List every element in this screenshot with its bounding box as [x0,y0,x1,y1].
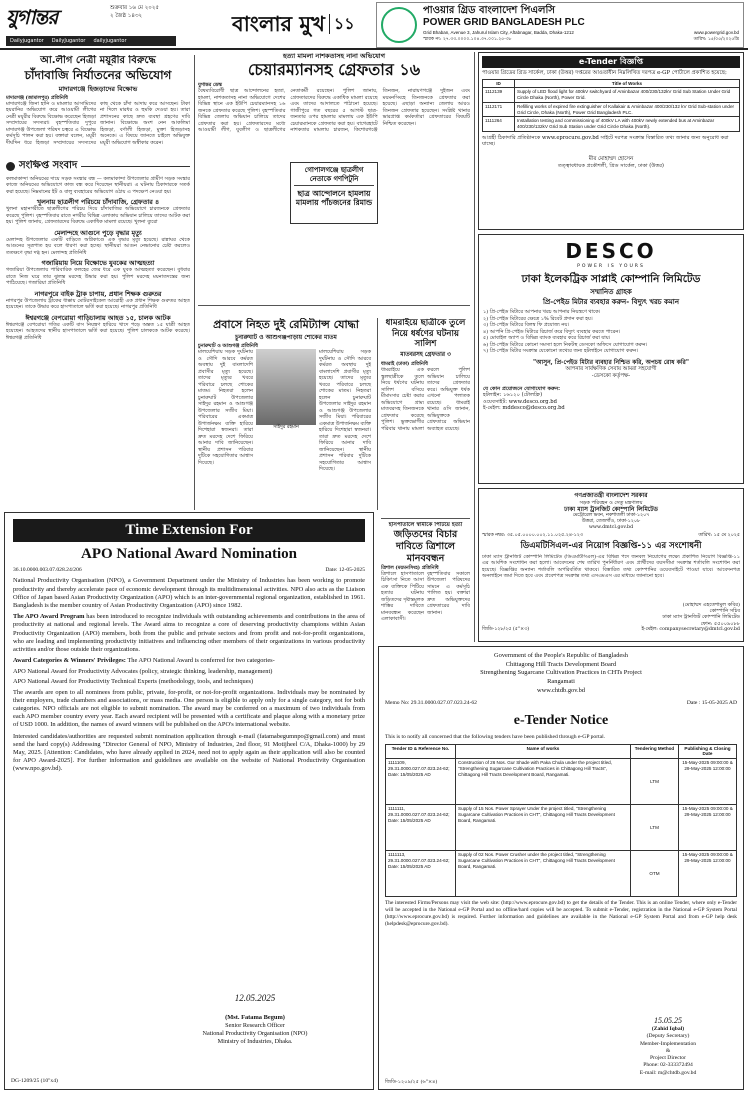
trishal-body: ত্রিশালে হাসপাতালে চিকিৎসা নিতে আসা এক ব্যক্তিকে পিটিয়ে হত্যার ঘটনায় জড়িতদের দৃষ্টান্তমূলক শাস্তির দাবিতে মানববন্ধন করেছেন এলাকাবাসী। বৃহস্পতিবার সকালে উপজেলা পরিষদের সামনে এ কর্মসূচি পালিত হয়। বক্তারা দ্রুত অভিযুক্তদের গ্রেফতারের দাবি জানান। [381,570,470,623]
dhamrai-sub: মাতবরসহ গ্রেফতার ৩ [400,351,451,358]
cht-signer-email[interactable]: E-mail: m@chtdb.gov.bd [639,1069,697,1076]
apo-para-2: The APO Award Program has been introduced to recognize individuals with outstanding achievements and contributions in the area of productivity at national and regional levels. The Award aims to recognize a core of deserving productivity champions within Asian Productivity Organization (APO) members, both from the public and private sectors and from profit and not-for-profit organizations, who are leading and implementing productivity initiatives and influencing other members of their organizations in various productivity activities and/or those outside their organizations. [13,613,365,653]
inset-kicker: গোপালগঞ্জে ছাত্রলীগ নেতাকে গণপিটুনি [294,166,374,186]
inset-headline: ছাত্র আন্দোলনে হামলায় মামলায় পাঁচজনের রিমান্ড [295,189,373,208]
desco-call: প্রি-পেইড মিটার ব্যবহার করুন- বিদ্যুৎ খরচ কমান [542,296,680,306]
list-item: ৬) প্রি-পেইড মিটারে কোনো সমস্যা হলে নিকটস্থ ডেসকো অফিসে যোগাযোগ করুন। [483,341,648,348]
brief-item-head: মেলান্দহে আগুনে পুড়ে বৃদ্ধার মৃত্যু [54,228,142,237]
apo-signer: (Mst. Fatama Begum) [225,1014,285,1022]
left-story-headline: চাঁদাবাজি নির্যাতনের অভিযোগ [24,67,172,82]
desco-contact-head: যে কোন প্রয়োজনে যোগাযোগ করুন: [483,385,561,392]
cht-place: Rangamati [547,677,575,685]
desco-hotline[interactable]: হটলাইন: ১৬১২০ (টোলফ্রি) [483,392,543,399]
table-row: 1111111, 29.31.0000.027.07.023.24-62; Date: 15/05/2025 AD Supply of 15 Nos. Power Sprayer Under the project titled, "Strengthening Sugarcane Cultivation Practices in CHT", Chittagong Hill Tracts Development Board, Rangamati. LTM 15-May-2025 09:00:00 & 29-May-2025 12:00:00 [386,805,737,851]
cht-tender-table: Tender ID & Reference No. Name of works Tendering Method Publishing & Closing Date 1111109, 29.31.0000.027.07.023.24-62; Date: 15/05/2025 AD Construction of 26 Nos. Gur Shade with Paka Chula under the project titled, "Strengthening Sugarcane Cultivation Practices in Chittagong Hill Tracts", Chittagong Hill Tracts Development Board, Rangamati. LTM 15-May-2025 09:00:00 & 29-May-2025 12:00:00 1111111, 29.31.0000.027.07.023.24-62; Date: 15/05/2025 AD Supply of 15 Nos. Power Sprayer Under the project titled, "Strengthening Sugarcane Cultivation Practices in CHT", Chittagong Hill Tracts Development Board, Rangamati. LTM 15-May-2025 09:00:00 & 29-May-2025 12:00:00 1111113, 29.31.0000.027.07.023.24-62; Date: 15/05/2025 AD Supply of 02 Nos. Power Crusher under the project titled, "Strengthening Sugarcane Cultivation Practices in CHT", Chittagong Hill Tracts Development Board, Rangamati. OTM 15-May-2025 09:00:00 & 29-May-2025 12:00:00 [385,744,737,897]
cht-date: Date : 15-05-2025 AD [686,700,737,707]
desco-logo: DESCO [565,239,657,263]
apo-ad [4,512,374,1090]
desco-email[interactable]: ই-মেইল: mddesco@desco.org.bd [483,405,565,412]
cht-dfp: জিডি-১২০৯/২৫ (৬"×৪) [385,1078,438,1085]
main-story-byline: যুগান্তর ডেস্ক [198,82,222,89]
desco-points [483,309,739,355]
cht-board: Chittagong Hill Tracts Development Board [505,660,617,668]
dmtcl-phone: ফোন: ৫৫০০৯০৮৮ [700,620,740,627]
main-story-kicker: হত্যা মামলা নাশকতাসহ নানা অভিযোগ [283,52,385,60]
cht-footer: The interested Firms/Persons may visit the web site: (http://www.eprocure.gov.bd) to get the details of the Tender. This is an online Tender, where only e-Tender will be accepted in the National e-GP Portal and no offline/hard copies will be accepted. To submit e-Tender, registration in the National e-GP System Portal (http://www.eprocure.gov.bd) is required. Further information and guidelines are available in the National e-GP System Portal and from e-GP help desk (helpdesk@eprocure.gov.bd). [385,900,737,928]
pgcb-etender-ad [478,52,744,230]
main-story-body: বৈষম্যবিরোধী ছাত্র আন্দোলনের হত্যা, হামলা, নাশকতাসহ নানা অভিযোগে দেশের বিভিন্ন স্থানে এক ইউপি চেয়ারম্যানসহ ১৬ জনকে গ্রেফতার করেছে পুলিশ। বৃহস্পতিবার বিভিন্ন জেলায় অভিযান চালিয়ে তাদের গ্রেফতার করা হয়। গ্রেফতারদের মধ্যে আওয়ামী লীগ, যুবলীগ ও ছাত্রলীগের নেতাকর্মী রয়েছেন। পুলিশ জানায়, গ্রেফতারদের বিরুদ্ধে একাধিক মামলা রয়েছে এবং তাদের আদালতে পাঠানো হয়েছে। গাজীপুরে গত বছরের ৫ আগস্ট ছাত্র-জনতার ওপর হামলার মামলায় এক ইউপি চেয়ারম্যানকে গ্রেফতার করা হয়। বাগেরহাটে নাশকতার মামলায় চারজন, কিশোরগঞ্জে তিনজন, নারায়ণগঞ্জে দুইজন এবং ময়মনসিংহে তিনজনকে গ্রেফতার করা হয়েছে। এছাড়া অন্যান্য জেলায় আরও তিনজন গ্রেফতার হয়েছেন। সংশ্লিষ্ট থানার ভারপ্রাপ্ত কর্মকর্তারা গ্রেফতারের বিষয়টি নিশ্চিত করেছেন। [198,88,470,134]
dmtcl-memo: স্মারক নম্বর: ৩৫.০৫.০০০০.০০২.১১.০২৫.২৪-১২৩ [482,533,583,539]
cht-intro: This is to notify all concerned that the following tenders have been published through e-GP portal. [385,733,606,740]
cht-title: e-Tender Notice [513,713,609,729]
apo-category-1: APO National Award for Productivity Advocates (policy, strategic thinking, leadership, management) [13,668,273,676]
cht-web[interactable]: www.chtdb.gov.bd [537,686,585,694]
dmtcl-signer-title: কোম্পানি সচিব [709,608,740,615]
list-item: ৫) মোবাইল অ্যাপ ও বিভিন্ন ব্যাংক ব্যবহার করে রিচার্জ করা যায়। [483,335,611,342]
table-row: 1112139 Supply of LED flood light for 400kV switchyard of Aminbazar 400/230/132kV Grid Sub Station Under Grid Circle Dhaka (North), Power Grid. [483,88,740,102]
pgcb-etender-intro: পাওয়ার গ্রিডের গ্রিড সার্কেল, ঢাকা (উত্তর) দপ্তরের আওতাধীন নিম্নলিখিত দরপত্র e-GP পোর্টালে প্রকাশিত হয়েছে: [482,70,727,76]
main-story-headline: চেয়ারম্যানসহ গ্রেফতার ১৬ [247,60,421,80]
apo-para-5: Interested candidates/authorities are requested submit nomination application through e-mail (fatamabegumnpo@gmail.com) and must send the hard copy(s) Addressing "Director General of NPO, Ministry of Industries, 2nd floor, 91 Motijheel C/A, Dhaka-1000) by 29 May, 2025. [Attention: Candidates, who have already applied in 2024, need not to apply again as their application will also be counted for APO Award-2025]. For further information and guidelines are available on the website of National Productivity Organisation (www.npo.gov.bd). [13,732,365,773]
remittance-sub: চুনারুঘাট ও আশুগঞ্জপাড়ায় শোকের মাতম [235,333,337,341]
facebook-handle[interactable]: Dailyjugantor [10,38,44,44]
cht-signer-phone: Phone: 02-333372494 [643,1062,693,1069]
cht-signer-t2: Member-Implementation [639,1040,697,1047]
cht-memo: Memo No: 29.31.0000.027.07.023.24-62 [385,700,477,707]
brief-item: গজারিয়া উপজেলায় পারিবারিক কলহের জের ধরে এক যুবক আত্মহত্যা করেছেন। বুধবার রাতে নিজ ঘরে তার ঝুলন্ত মরদেহ উদ্ধার করা হয়। পুলিশ মরদেহ ময়নাতদন্তের জন্য পাঠিয়েছে। গজারিয়া প্রতিনিধি [6,267,190,286]
cht-signature: 15.05.25 [654,1015,682,1025]
apo-date: Date: 12-05-2025 [325,566,365,573]
desco-website[interactable]: ওয়েবসাইট: www.desco.org.bd [483,398,557,405]
desco-sign: আপনার সার্বক্ষণিক সেবায় আমরা সহযোগী [565,366,657,373]
brief-item: নাগরপুর উপজেলায় ট্রাকের ধাক্কায় মোটরসাইকেল আরোহী এক প্রধান শিক্ষক গুরুতর আহত হয়েছেন। তাকে উদ্ধার করে হাসপাতালে ভর্তি করা হয়েছে। নাগরপুর প্রতিনিধি [6,297,190,310]
main-story [198,52,470,302]
social-bar [6,36,176,46]
dmtcl-web[interactable]: www.dmtcl.gov.bd [588,525,634,531]
apo-signer-org: National Productivity Organisation (NPO) [202,1030,308,1037]
brief-item-head: ঈশ্বরগঞ্জে বেপরোয়া গাড়িচালায় আহত ১৫, চালক আটক [25,313,171,322]
table-row: 1111109, 29.31.0000.027.07.023.24-62; Date: 15/05/2025 AD Construction of 26 Nos. Gur Shade with Paka Chula under the project titled, "Strengthening Sugarcane Cultivation Practices in Chittagong Hill Tracts", Chittagong Hill Tracts Development Board, Rangamati. LTM 15-May-2025 09:00:00 & 29-May-2025 12:00:00 [386,759,737,805]
list-item: ৭) প্রি-পেইড মিটার সংক্রান্ত যেকোনো তথ্যের জন্য হটলাইনে যোগাযোগ করুন। [483,348,639,355]
trishal-headline: জড়িতদের বিচার দাবিতে ত্রিশালে মানববন্ধন [393,528,458,564]
desco-slogan: "আসুন, প্রি-পেইড মিটার ব্যবহার নিশ্চিত করি, অপচয় রোধ করি" [533,358,689,366]
photo-caption: সাইদুর রহমান [273,425,299,431]
cht-gov: Government of the People's Republic of Bangladesh [494,652,628,659]
brief-item: কলমাকান্দা অনিয়মের দায়ে সড়ক সংস্কার বন্ধ — কলমাকান্দা উপজেলার গ্রামীণ সড়ক সংস্কার কাজে অনিয়মের অভিযোগে কাজ বন্ধ করে দিয়েছেন স্থানীয়রা। এ ঘটনায় ঠিকাদারকে সতর্ক করা হয়েছে। নিম্নমানের ইট ও বালু ব্যবহারের অভিযোগ ওঠায় এ পদক্ষেপ নেওয়া হয়। [6,175,190,195]
brief-item: ঈশ্বরগঞ্জে বেপরোয়া গতির একটি বাস নিয়ন্ত্রণ হারিয়ে খাদে পড়ে অন্তত ১৫ যাত্রী আহত হয়েছেন। আহতদের স্থানীয় হাসপাতালে ভর্তি করা হয়েছে। পুলিশ চালককে আটক করেছে। ঈশ্বরগঞ্জ প্রতিনিধি [6,321,190,341]
dhamrai-body: ধামরাইয়ে এক স্কুলছাত্রীকে তুলে নিয়ে ধর্ষণের ঘটনায় সালিশ বসিয়ে মীমাংসার চেষ্টা করার অভিযোগে গ্রাম্য মাতবরসহ তিনজনকে গ্রেফতার করেছে পুলিশ। ভুক্তভোগীর পরিবার থানায় মামলা করলে পুলিশ অভিযান চালিয়ে তাদের গ্রেফতার করে। অভিযুক্ত ধর্ষক এখনো পলাতক রয়েছে। ধামরাই থানার ওসি জানান, অভিযুক্তকে গ্রেফতারে অভিযান অব্যাহত রয়েছে। [381,367,470,432]
left-story-kicker: আ.লীগ নেত্রী ময়ূরীর বিরুদ্ধে [40,55,156,66]
twitter-handle[interactable]: DailyJugantor [51,38,86,44]
remittance-byline: চুনারুঘাট ও আশুগঞ্জ প্রতিনিধি [198,343,258,350]
desco-to: সম্মানিত গ্রাহক [590,286,632,296]
masthead [0,0,748,50]
apo-signer-min: Ministry of Industries, Dhaka. [217,1037,293,1045]
dmtcl-addr2: উত্তরা, তেজগাঁও, ঢাকা-১২০৮ [581,519,641,525]
apo-para-4: The awards are open to all nominees from public, private, for-profit, or not-for-profit organizations. Individuals may be nominated by their employers, trade chambers and associations, or mass media. One person is eligible to apply only for a single category, not for both categories. NPO officials are not eligible to submit nomination. The award may be conferred on a maximum of two individuals from each APO member country every year. Each award recipient will be presented with a certificate and plaque along with a monetary prize of USD 1000. In addition, the names of award winners will be published on the APO's international website. [13,688,365,729]
cht-etender-ad [378,646,744,1090]
table-row: 1111113, 29.31.0000.027.07.023.24-62; Date: 15/05/2025 AD Supply of 02 Nos. Power Crusher under the project titled, "Strengthening Sugarcane Cultivation Practices in CHT", Chittagong Hill Tracts Development Board, Rangamati. OTM 15-May-2025 09:00:00 & 29-May-2025 12:00:00 [386,851,737,897]
dmtcl-signer: (মোহাম্মদ এহতেশামুল কবির) [682,601,740,608]
desco-name: ঢাকা ইলেকট্রিক সাপ্লাই কোম্পানি লিমিটেড [521,272,701,285]
brief-item: মেলান্দহ উপজেলার একটি বাড়িতে অগ্নিকাণ্ডে এক বৃদ্ধার মৃত্যু হয়েছে। রান্নাঘর থেকে আগুনের সূত্রপাত হয় বলে ধারণা করা হচ্ছে। স্থানীয়রা আগুন নেভানোর চেষ্টা করলেও ততক্ষণে বৃদ্ধা দগ্ধ হন। মেলান্দহ প্রতিনিধি [6,236,190,256]
left-story-sub: মাদারগঞ্জে হিজড়াদের বিক্ষোভ [58,84,138,93]
apo-title: APO National Award Nomination [81,545,297,562]
masthead-date: শুক্রবার ১৬ মে ২০২৫ ২ জৈষ্ঠ ১৪৩২ [110,5,159,19]
cht-signer-t1: (Deputy Secretary) [646,1033,690,1040]
trishal-story [381,522,470,632]
desco-tagline: POWER IS YOURS [577,264,645,269]
dmtcl-dfp: জিডি-১২৮/২৫ (৫"×৩) [482,626,530,632]
bullet-icon [6,162,15,171]
pgcb-memo: স্মারক নং: ২৭.৩৩.০০০০.১০৪.৩৭.০০১.২৫-৩৮ [423,37,512,42]
brief-item-head: নাগরপুরে বাইক ট্রাক চাপায়, প্রধান শিক্ষক গুরুতর [34,289,162,298]
dhamrai-byline: ধামরাই (ঢাকা) প্রতিনিধি [381,361,428,368]
desco-ad [478,234,744,484]
apo-ref: 36.10.0000.003.07.028.24/206 [13,566,82,573]
desco-sign-org: -ডেসকো কর্তৃপক্ষ- [591,373,631,380]
dmtcl-org: ঢাকা ম্যাস ট্রানজিট কোম্পানি লিমিটেড [564,505,658,513]
apo-category-2: APO National Award for Productivity Technical Experts (methodology, tools, and techniques) [13,677,254,685]
brief-news [6,160,190,508]
brief-item: খুলনা মহানগরীতে ছাত্রলীগের পরিচয় দিয়ে চাঁদাবাজির অভিযোগে চারজনকে গ্রেফতার করেছে পুলিশ। বৃহস্পতিবার রাতে নগরীর বিভিন্ন এলাকায় অভিযান চালিয়ে তাদের আটক করা হয়। পুলিশ জানায়, গ্রেফতারদের বিরুদ্ধে একাধিক মামলা রয়েছে। খুলনা ব্যুরো [6,206,190,225]
cht-project: Strengthening Sugarcane Cultivation Practices in CHTs Project [480,669,642,677]
main-story-inset [290,162,378,224]
dhamrai-headline: ধামরাইয়ে ছাত্রীকে তুলে নিয়ে ধর্ষণের ঘটনায় সালিশ [385,318,466,350]
remittance-body-cont: মালয়েশিয়ায় সড়ক দুর্ঘটনায় ও সৌদি আরবে কর্মরত অবস্থায় দুই বাংলাদেশি প্রবাসীর মৃত্যু হয়েছে। তাদের মৃত্যুর খবরে পরিবারে চলছে শোকের মাতম। নিহতরা হলেন চুনারুঘাট উপজেলার সাইদুর রহমান ও আশুগঞ্জ উপজেলার সজীব মিয়া। পরিবারের একমাত্র উপার্জনক্ষম ব্যক্তি হারিয়ে দিশেহারা স্বজনরা। তারা দ্রুত মরদেহ দেশে ফিরিয়ে আনার দাবি জানিয়েছেন। স্থানীয় প্রশাসন পরিবার দুটিকে সহযোগিতার আশ্বাস দিয়েছে। [319,349,371,473]
apo-signature: 12.05.2025 [234,993,276,1003]
brief-item-head: খুলনায় ছাত্রলীগ পরিচয়ে চাঁদাবাজি, গ্রেফতার ৪ [36,198,160,206]
dmtcl-headline: ডিএমটিসিএল-এর নিয়োগ বিজ্ঞপ্তি-১১ এর সংশোধনী [520,541,702,552]
dmtcl-signer-org: ঢাকা ম্যাস ট্রানজিট কোম্পানি লিমিটেড [662,614,740,621]
pgcb-address: Grid Bhaban, Avenue 3, Jahurul Islam City, Aftabnagar, Badda, Dhaka-1212 [423,30,574,35]
remittance-story [198,318,374,510]
dmtcl-email[interactable]: ই-মেইল: companysecretary@dmtcl.gov.bd [641,626,740,632]
brief-title-bar [6,160,190,173]
dmtcl-body: ঢাকা ম্যাস ট্রানজিট কোম্পানি লিমিটেড (ডিএমটিসিএল)-এর বিভিন্ন পদে জনবল নিয়োগের লক্ষ্যে প্রকাশিত নিয়োগ বিজ্ঞপ্তি-১১ এর আংশিক সংশোধন করা হলো। আবেদনের শেষ তারিখ পুনর্নির্ধারণ এবং প্রার্থীদের বয়সসীমা সংক্রান্ত শর্তাবলি সংশোধন করা হয়েছে। বিজ্ঞপ্তির অন্যান্য শর্তাবলি অপরিবর্তিত থাকবে। বিস্তারিত তথ্য কোম্পানির ওয়েবসাইটে পাওয়া যাবে। আবেদনপত্র অনলাইনে জমা দিতে হবে এবং প্রবেশপত্র সংক্রান্ত তথ্য এসএমএস এর মাধ্যমে জানানো হবে। [482,553,740,580]
pgcb-web[interactable]: www.powergrid.gov.bd [694,30,739,35]
left-story-byline: মাদারগঞ্জ (জামালপুর) প্রতিনিধি [6,94,68,101]
list-item: ২) প্রি-পেইড মিটারের ক্ষেত্রে ১% রিবেট প্রদান করা হয়। [483,315,593,322]
pgcb-name-bn: পাওয়ার গ্রিড বাংলাদেশ পিএলসি [423,5,555,16]
remittance-body: মালয়েশিয়ায় সড়ক দুর্ঘটনায় ও সৌদি আরবে কর্মরত অবস্থায় দুই বাংলাদেশি প্রবাসীর মৃত্যু হয়েছে। তাদের মৃত্যুর খবরে পরিবারে চলছে শোকের মাতম। নিহতরা হলেন চুনারুঘাট উপজেলার সাইদুর রহমান ও আশুগঞ্জ উপজেলার সজীব মিয়া। পরিবারের একমাত্র উপার্জনক্ষম ব্যক্তি হারিয়ে দিশেহারা স্বজনরা। তারা দ্রুত মরদেহ দেশে ফিরিয়ে আনার দাবি জানিয়েছেন। স্থানীয় প্রশাসন পরিবার দুটিকে সহযোগিতার আশ্বাস দিয়েছে। [198,349,253,466]
trishal-byline: ত্রিশাল (ময়মনসিংহ) প্রতিনিধি [381,564,439,571]
page-number: ১১ [329,14,355,34]
apo-title-top: Time Extension For [13,519,365,542]
pgcb-signer: মীর মোহাম্মদ হোসেন [588,155,634,162]
brief-item-head: গজারিয়ায় নিয়ে বিক্ষোভে যুবকের আত্মহত্যা [41,259,155,267]
left-story-body: মাদারগঞ্জে জিনা হানি ও মামলার আসামিদের হয়রানির অভিযোগ করে আওয়ামী লীগের নেত্রী ময়ূরীর বিরুদ্ধে বিক্ষোভ করেছেন হিজড়া সম্প্রদায়ের সদস্যরা। বৃহস্পতিবার দুপুরে মাদারগঞ্জ উপজেলা পরিষদ চত্বরে এ বিক্ষোভ কর্মসূচি পালন করা হয়। বক্তারা বলেন, ময়ূরী দীর্ঘদিন ধরে হিজড়া সম্প্রদায়ের সদস্যদের কাছ থেকে চাঁদা আদায় করে আসছেন। টাকা না দিলে মারধর ও হুমকি দেওয়া হয়। তারা প্রশাসনের কাছে দ্রুত ব্যবস্থা গ্রহণের দাবি জানান। বিক্ষোভে অংশ নেন আকলিমা হিজড়া, বর্ণালী হিজড়া, মুক্তা হিজড়াসহ অনেকে। এ বিষয়ে জানতে চাইলে অভিযুক্ত ময়ূরী অভিযোগ অস্বীকার করেন। [6,100,190,146]
pgcb-etender-footer: আগ্রহী ঠিকাদারি প্রতিষ্ঠানকে www.eprocure.gov.bd সাইটে দরপত্র সংক্রান্ত বিস্তারিত তথ্য জানার জন্য অনুরোধ করা যাচ্ছে। [482,134,729,148]
pgcb-name-en: POWER GRID BANGLADESH PLC [423,17,585,28]
dmtcl-gov: গণপ্রজাতন্ত্রী বাংলাদেশ সরকার [574,492,648,499]
dmtcl-ad [478,488,744,642]
pgcb-date: তারিখ: ১৫/০৫/২০২৫খ্রি [693,37,739,42]
apo-signer-title: Senior Research Officer [225,1022,285,1030]
cht-signer-t3: & [665,1047,671,1054]
pgcb-etender-title: e-Tender বিজ্ঞপ্তি [482,56,740,68]
left-story [6,55,190,155]
apo-dfp: DG-1209/25 (10"x4) [11,1078,58,1085]
section-title [232,4,362,44]
apo-para-1: National Productivity Organisation (NPO), a Government Department under the Ministry of Industries has been working to promote productivity and thereby accelerate pace of economic development through its multidimensional activities. NPO also acts as the Liaison Office of Japan based Asian Productivity Organization (APO) which is an inter-governmental regional organization, established in 1961. Bangladesh is the member country of Asian Productivity Organization (APO) since 1982. [13,577,365,610]
dmtcl-ministry: সড়ক পরিবহন ও সেতু মন্ত্রণালয় [579,499,643,506]
cht-signer-t4: Project Director [650,1055,686,1062]
youtube-handle[interactable]: dailyjugantor [93,38,127,44]
list-item: ৩) প্রি-পেইড মিটারে বিলম্ব ফি প্রযোজ্য নয়। [483,322,570,329]
pgcb-signer-title: তত্ত্বাবধায়ক প্রকৌশলী, গ্রিড সার্কেল, ঢাকা (উত্তর) [558,162,664,169]
pgcb-header-ad [376,2,744,48]
table-row: 1111264 Installation testing and commissioning of 400kV LA with 400kV newly extended bus at Aminbazar 400/230/132kV Grid Sub Station under Grid Circle Dhaka (North). [483,117,740,131]
person-photo [256,349,316,425]
pgcb-logo-icon [381,7,417,43]
remittance-headline: প্রবাসে নিহত দুই রেমিট্যান্স যোদ্ধা [213,318,359,331]
apo-body [13,577,365,773]
trishal-kicker: হাসপাতালে স্বামীকে পিটিয়ে হত্যা [388,522,463,528]
list-item: ১) প্রি-পেইড মিটারে আপনার খরচ আপনার নিয়ন্ত্রণে থাকে। [483,309,601,316]
pgcb-tender-table: ID Title of Works 1112139 Supply of LED flood light for 400kV switchyard of Aminbazar 400/230/132kV Grid Sub Station Under Grid Circle Dhaka (North), Power Grid. 1112171 Refilling works of expired fire extinguisher of Kallakair & Aminbazar 400/230/132 kV Grid Sub-station under Grid Circle, Dhaka (North), Power Grid Bangladesh PLC. 1111264 Installation testing and commissioning of 400kV LA with 400kV newly extended bus at Aminbazar 400/230/132kV Grid Sub Station under Grid Circle Dhaka (North). [482,79,740,132]
list-item: ৪) আপনি প্রি-পেইড মিটারে রিচার্জ করে বিদ্যুৎ ব্যবহার করতে পারেন। [483,328,621,335]
apo-para-3: Award Categories & Winners' Privileges: The APO National Award is conferred for two categories- [13,657,275,665]
brief-title: সংক্ষিপ্ত সংবাদ [19,160,78,171]
dmtcl-date: তারিখ: ১৫ মে ২০২৫ [698,533,740,539]
cht-signer: (Zahid Iqbal) [651,1026,685,1033]
dmtcl-addr1: মেট্রোরেল ভবন, নকশাতলী ঢাকা-১২০৭ [572,513,650,519]
newspaper-logo: যুগান্তর [6,5,58,29]
table-row: 1112171 Refilling works of expired fire extinguisher of Kallakair & Aminbazar 400/230/132 kV Grid Sub-station under Grid Circle, Dhaka (North), Power Grid Bangladesh PLC. [483,102,740,116]
section-name: বাংলার মুখ [232,11,325,36]
